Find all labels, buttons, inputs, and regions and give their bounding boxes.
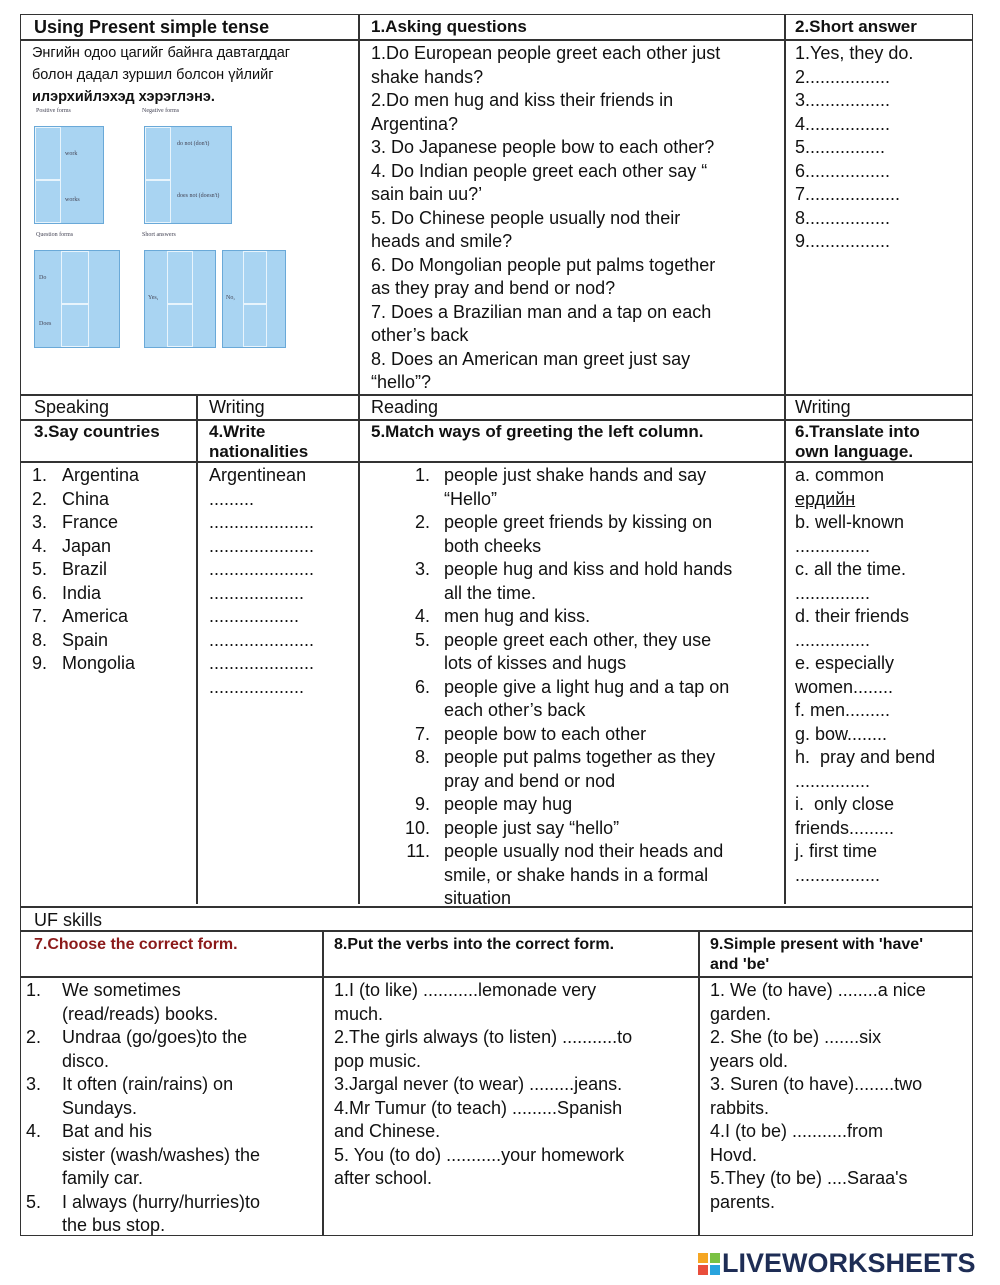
question-line: shake hands? xyxy=(371,66,484,87)
list-item-line xyxy=(26,1097,260,1121)
question-table xyxy=(34,250,120,348)
list-item-line xyxy=(26,1120,260,1144)
title-line: 9.Simple present with 'have' xyxy=(710,936,924,953)
nationality-answer[interactable]: ..................... xyxy=(209,559,315,579)
table-word: does not (doesn't) xyxy=(177,193,220,199)
table-cell xyxy=(243,251,267,305)
translate-line: i. only close xyxy=(795,794,895,814)
item-text: situation xyxy=(444,888,512,908)
exercise-line[interactable]: 3. Suren (to have)........two xyxy=(710,1074,923,1094)
list-item xyxy=(400,840,732,911)
speaking-label: Speaking xyxy=(34,397,110,417)
question-line: 6. Do Mongolian people put palms together xyxy=(371,254,716,275)
title-line: own language. xyxy=(795,442,914,461)
divider xyxy=(196,394,198,904)
item-number: 2. xyxy=(32,488,48,509)
question-line: 1.Do European people greet each other just xyxy=(371,43,721,63)
table-word: No, xyxy=(226,295,235,301)
exercise-line[interactable]: 1.I (to like) ...........lemonade very xyxy=(334,980,597,1000)
logo-square xyxy=(698,1253,708,1263)
exercise-line[interactable]: 2. She (to be) .......six xyxy=(710,1027,882,1047)
country-name: India xyxy=(62,582,102,603)
question-line: Argentina? xyxy=(371,113,459,134)
list-item-line xyxy=(26,1167,260,1191)
intro-line: болон дадал зуршил болсон үйлийг xyxy=(32,67,274,83)
item-text: people usually nod their heads and xyxy=(444,841,724,861)
short-answer-line[interactable]: 3................. xyxy=(795,90,891,110)
nationality-answer[interactable]: ......... xyxy=(209,488,255,509)
uf-skills-label: UF skills xyxy=(34,910,102,930)
translate-line: d. their friends xyxy=(795,606,910,626)
list-item xyxy=(32,652,139,676)
country-name: Japan xyxy=(62,535,112,556)
write-nationalities-title xyxy=(209,422,308,462)
translate-line[interactable]: friends......... xyxy=(795,817,895,838)
item-number: 3. xyxy=(32,512,48,532)
nationalities-list xyxy=(209,464,314,699)
list-item xyxy=(400,746,732,793)
list-item-line xyxy=(400,464,732,488)
short-answer-line[interactable]: 1.Yes, they do. xyxy=(795,43,914,63)
negative-forms-label: Negative forms xyxy=(142,108,180,114)
item-number: 1. xyxy=(26,980,42,1000)
list-item-line xyxy=(400,840,732,864)
list-item xyxy=(32,558,139,582)
list-item-line xyxy=(400,887,732,911)
item-text: disco. xyxy=(62,1050,110,1071)
greetings-list xyxy=(400,464,732,911)
match-greetings-title: 5.Match ways of greeting the left column. xyxy=(371,422,704,441)
list-item-line xyxy=(400,723,732,747)
table-word: do not (don't) xyxy=(177,141,210,147)
short-answer-line[interactable]: 4................. xyxy=(795,113,891,134)
choose-form-title: 7.Choose the correct form. xyxy=(34,936,238,953)
item-number: 5. xyxy=(26,1191,42,1212)
title-line: 4.Write xyxy=(209,422,266,441)
item-number: 9. xyxy=(414,794,430,814)
table-word: Does xyxy=(39,321,52,327)
list-item-line xyxy=(26,979,260,1003)
question-line: as they pray and bend or nod? xyxy=(371,278,616,298)
positive-table xyxy=(34,126,104,224)
list-item-line xyxy=(400,652,732,676)
list-item-line xyxy=(400,699,732,723)
list-item xyxy=(400,511,732,558)
translate-answer[interactable]: ............... xyxy=(795,629,871,650)
item-text: each other’s back xyxy=(444,700,586,720)
table-word: Do xyxy=(39,275,47,281)
item-text: Undraa (go/goes)to the xyxy=(62,1027,248,1047)
grammar-intro xyxy=(32,42,290,108)
title-line: nationalities xyxy=(209,442,309,461)
nationality-answer[interactable]: Argentinean xyxy=(209,465,307,485)
exercise-line: pop music. xyxy=(334,1050,422,1071)
list-item xyxy=(32,488,139,512)
list-item-line xyxy=(400,864,732,888)
table-word: work xyxy=(65,151,78,157)
logo-square xyxy=(710,1265,720,1275)
short-answer-line[interactable]: 6................. xyxy=(795,160,891,181)
list-item xyxy=(400,464,732,511)
short-answer-line[interactable]: 5................ xyxy=(795,137,886,157)
list-item-line xyxy=(400,605,732,629)
table-cell xyxy=(167,251,193,305)
question-line: sain bain uu?’ xyxy=(371,184,483,204)
exercise-line: garden. xyxy=(710,1003,772,1024)
list-item-line xyxy=(26,1026,260,1050)
reading-label: Reading xyxy=(371,397,439,417)
divider xyxy=(358,14,360,904)
table-word: Yes, xyxy=(148,295,159,301)
item-number: 2. xyxy=(26,1027,42,1047)
nationality-answer[interactable]: ..................... xyxy=(209,653,315,673)
list-item[interactable] xyxy=(26,1191,260,1238)
table-cell xyxy=(61,251,89,305)
list-item-line xyxy=(400,535,732,559)
item-number: 8. xyxy=(414,747,430,767)
item-text: people greet each other, they use xyxy=(444,629,712,650)
item-number: 11. xyxy=(406,841,430,861)
put-verbs-title: 8.Put the verbs into the correct form. xyxy=(334,936,615,953)
item-number: 4. xyxy=(26,1121,42,1141)
writing-label: Writing xyxy=(209,397,265,417)
question-line: 8. Does an American man greet just say xyxy=(371,348,691,369)
short-answer-list xyxy=(795,42,913,254)
item-number: 6. xyxy=(414,676,430,697)
say-countries-title: 3.Say countries xyxy=(34,422,160,441)
question-line: 7. Does a Brazilian man and a tap on each xyxy=(371,301,712,322)
short-answers-label: Short answers xyxy=(142,232,176,238)
logo-square xyxy=(710,1253,720,1263)
country-name: Spain xyxy=(62,629,109,650)
list-item-line xyxy=(400,629,732,653)
item-text: I always (hurry/hurries)to xyxy=(62,1191,261,1212)
item-text: men hug and kiss. xyxy=(444,606,591,626)
country-name: Mongolia xyxy=(62,653,136,673)
exercise-line[interactable]: 1. We (to have) ........a nice xyxy=(710,980,926,1000)
logo-square xyxy=(698,1265,708,1275)
translate-list xyxy=(795,464,935,887)
item-number: 6. xyxy=(32,582,48,603)
item-number: 3. xyxy=(26,1074,42,1094)
divider xyxy=(20,39,973,41)
item-number: 3. xyxy=(414,559,430,579)
item-number: 1. xyxy=(32,465,48,485)
put-verbs-list xyxy=(334,979,632,1191)
positive-forms-label: Positive forms xyxy=(36,108,71,114)
translate-line: a. common xyxy=(795,465,885,485)
list-item-line xyxy=(400,770,732,794)
list-item xyxy=(32,605,139,629)
item-number: 5. xyxy=(414,629,430,650)
logo-text: LIVEWORKSHEETS xyxy=(722,1248,976,1278)
list-item xyxy=(32,464,139,488)
short-answer-line[interactable]: 2................. xyxy=(795,66,891,87)
nationality-answer[interactable]: ..................... xyxy=(209,629,315,650)
country-name: America xyxy=(62,606,129,626)
list-item-line xyxy=(400,676,732,700)
short-answer-line[interactable]: 9................. xyxy=(795,231,891,251)
list-item xyxy=(32,511,139,535)
country-name: Argentina xyxy=(62,465,140,485)
simple-present-list xyxy=(710,979,926,1214)
list-item[interactable] xyxy=(26,1120,260,1191)
asking-questions-title: 1.Asking questions xyxy=(371,17,527,36)
item-text: people just shake hands and say xyxy=(444,465,707,485)
item-number: 10. xyxy=(404,817,430,838)
divider xyxy=(698,930,700,1236)
item-text: both cheeks xyxy=(444,535,542,556)
list-item-line xyxy=(400,817,732,841)
exercise-line[interactable]: 4.I (to be) ...........from xyxy=(710,1121,884,1141)
item-text: pray and bend or nod xyxy=(444,770,616,791)
exercise-line[interactable]: 5.They (to be) ....Saraa's xyxy=(710,1168,908,1188)
list-item-line xyxy=(400,746,732,770)
nationality-answer[interactable]: ..................... xyxy=(209,512,315,532)
item-number: 5. xyxy=(32,559,48,579)
exercise-line[interactable]: 4.Mr Tumur (to teach) .........Spanish xyxy=(334,1097,623,1118)
simple-present-title xyxy=(710,935,923,975)
list-item-line xyxy=(400,558,732,582)
translate-answer[interactable]: ердийн xyxy=(795,488,856,509)
table-cell xyxy=(61,303,89,347)
list-item-line xyxy=(26,1050,260,1074)
item-text: Sundays. xyxy=(62,1097,138,1118)
translate-line: b. well-known xyxy=(795,512,905,532)
translate-answer[interactable]: ............... xyxy=(795,582,871,603)
title-line: and 'be' xyxy=(710,956,770,973)
list-item-line xyxy=(400,793,732,817)
translate-line: j. first time xyxy=(795,841,878,861)
translate-answer[interactable]: ............... xyxy=(795,770,871,791)
item-number: 2. xyxy=(414,512,430,532)
list-item-line xyxy=(400,511,732,535)
list-item xyxy=(400,723,732,747)
nationality-answer[interactable]: ................... xyxy=(209,582,305,603)
item-text: the bus stop. xyxy=(62,1215,166,1235)
country-name: China xyxy=(62,488,110,509)
divider xyxy=(322,930,324,1236)
item-number: 7. xyxy=(32,606,48,626)
item-text: people put palms together as they xyxy=(444,747,716,767)
list-item-line xyxy=(26,1144,260,1168)
item-text: people greet friends by kissing on xyxy=(444,512,713,532)
question-line: 5. Do Chinese people usually nod their xyxy=(371,207,681,228)
translate-line[interactable]: women........ xyxy=(795,676,894,697)
short-answer-line[interactable]: 7................... xyxy=(795,184,901,204)
list-item xyxy=(400,629,732,676)
list-item-line xyxy=(26,1003,260,1027)
intro-line: илэрхийлэхэд хэрэглэнэ. xyxy=(32,89,215,105)
translate-answer[interactable]: ............... xyxy=(795,535,871,556)
item-text: (read/reads) books. xyxy=(62,1003,219,1024)
exercise-line[interactable]: 3.Jargal never (to wear) .........jeans. xyxy=(334,1074,623,1094)
translate-line[interactable]: f. men......... xyxy=(795,700,891,720)
question-forms-label: Question forms xyxy=(36,232,74,238)
country-name: Brazil xyxy=(62,559,108,579)
logo-icon xyxy=(698,1253,720,1275)
list-item xyxy=(400,817,732,841)
question-line: 2.Do men hug and kiss their friends in xyxy=(371,90,674,110)
divider xyxy=(20,976,973,978)
question-line: heads and smile? xyxy=(371,231,513,251)
translate-title xyxy=(795,422,920,462)
title-line: 6.Translate into xyxy=(795,422,920,441)
list-item[interactable] xyxy=(26,1026,260,1073)
table-cell xyxy=(35,127,61,181)
item-text: sister (wash/washes) the xyxy=(62,1144,261,1165)
translate-line: h. pray and bend xyxy=(795,747,936,767)
question-line: other’s back xyxy=(371,325,469,345)
item-text: people just say “hello” xyxy=(444,817,620,838)
short-answer-title: 2.Short answer xyxy=(795,17,917,36)
item-text: Bat and his xyxy=(62,1121,153,1141)
grammar-tables-illustration xyxy=(34,108,284,348)
choose-form-list xyxy=(26,979,260,1238)
list-item-line xyxy=(26,1214,260,1238)
asking-questions-list xyxy=(371,42,720,395)
item-number: 9. xyxy=(32,653,48,673)
list-item-line xyxy=(400,488,732,512)
list-item xyxy=(400,676,732,723)
list-item-line xyxy=(400,582,732,606)
exercise-line: parents. xyxy=(710,1191,776,1212)
table-cell xyxy=(243,303,267,347)
list-item[interactable] xyxy=(26,979,260,1026)
grammar-section-title: Using Present simple tense xyxy=(34,17,270,37)
item-text: We sometimes xyxy=(62,980,181,1000)
exercise-line[interactable]: 2.The girls always (to listen) ...........to xyxy=(334,1027,633,1047)
intro-line: Энгийн одоо цагийг байнга давтагддаг xyxy=(32,45,291,61)
exercise-line: much. xyxy=(334,1003,384,1024)
translate-line[interactable]: g. bow........ xyxy=(795,723,888,744)
table-cell xyxy=(145,179,171,223)
country-name: France xyxy=(62,512,119,532)
liveworksheets-logo xyxy=(698,1248,976,1279)
item-text: family car. xyxy=(62,1168,144,1188)
item-number: 8. xyxy=(32,629,48,650)
item-text: It often (rain/rains) on xyxy=(62,1074,234,1094)
item-text: lots of kisses and hugs xyxy=(444,653,627,673)
item-number: 4. xyxy=(414,606,430,626)
exercise-line: after school. xyxy=(334,1168,433,1188)
divider xyxy=(784,14,786,904)
countries-list xyxy=(32,464,139,676)
exercise-line: and Chinese. xyxy=(334,1121,441,1141)
table-word: works xyxy=(65,197,80,203)
nationality-answer[interactable]: ..................... xyxy=(209,535,315,556)
list-item xyxy=(400,558,732,605)
item-text: “Hello” xyxy=(444,488,498,509)
table-cell xyxy=(145,127,171,181)
exercise-line: rabbits. xyxy=(710,1097,770,1118)
translate-line: c. all the time. xyxy=(795,559,907,579)
nationality-answer[interactable]: .................. xyxy=(209,606,300,626)
translate-line: e. especially xyxy=(795,653,895,673)
writing-label: Writing xyxy=(795,397,851,417)
short-yes-table xyxy=(144,250,216,348)
item-text: people give a light hug and a tap on xyxy=(444,676,730,697)
list-item xyxy=(400,605,732,629)
item-text: people may hug xyxy=(444,794,573,814)
list-item xyxy=(32,582,139,606)
nationality-answer[interactable]: ................... xyxy=(209,676,305,697)
item-number: 7. xyxy=(414,723,430,744)
exercise-line: Hovd. xyxy=(710,1144,758,1165)
table-cell xyxy=(167,303,193,347)
short-no-table xyxy=(222,250,286,348)
item-text: people bow to each other xyxy=(444,723,647,744)
list-item-line xyxy=(26,1073,260,1097)
divider xyxy=(20,930,973,932)
short-answer-line[interactable]: 8................. xyxy=(795,207,891,228)
question-line: 4. Do Indian people greet each other say “ xyxy=(371,160,708,181)
list-item[interactable] xyxy=(26,1073,260,1120)
item-text: smile, or shake hands in a formal xyxy=(444,864,709,885)
item-text: people hug and kiss and hold hands xyxy=(444,559,733,579)
item-text: all the time. xyxy=(444,582,537,603)
list-item xyxy=(32,535,139,559)
list-item xyxy=(32,629,139,653)
list-item-line xyxy=(26,1191,260,1215)
translate-answer[interactable]: ................. xyxy=(795,864,881,885)
table-cell xyxy=(35,179,61,223)
question-line: 3. Do Japanese people bow to each other? xyxy=(371,137,715,157)
list-item xyxy=(400,793,732,817)
negative-table xyxy=(144,126,232,224)
question-line: “hello”? xyxy=(371,372,432,392)
exercise-line: years old. xyxy=(710,1050,789,1071)
exercise-line[interactable]: 5. You (to do) ...........your homework xyxy=(334,1144,625,1165)
item-number: 1. xyxy=(414,465,430,485)
item-number: 4. xyxy=(32,535,48,556)
